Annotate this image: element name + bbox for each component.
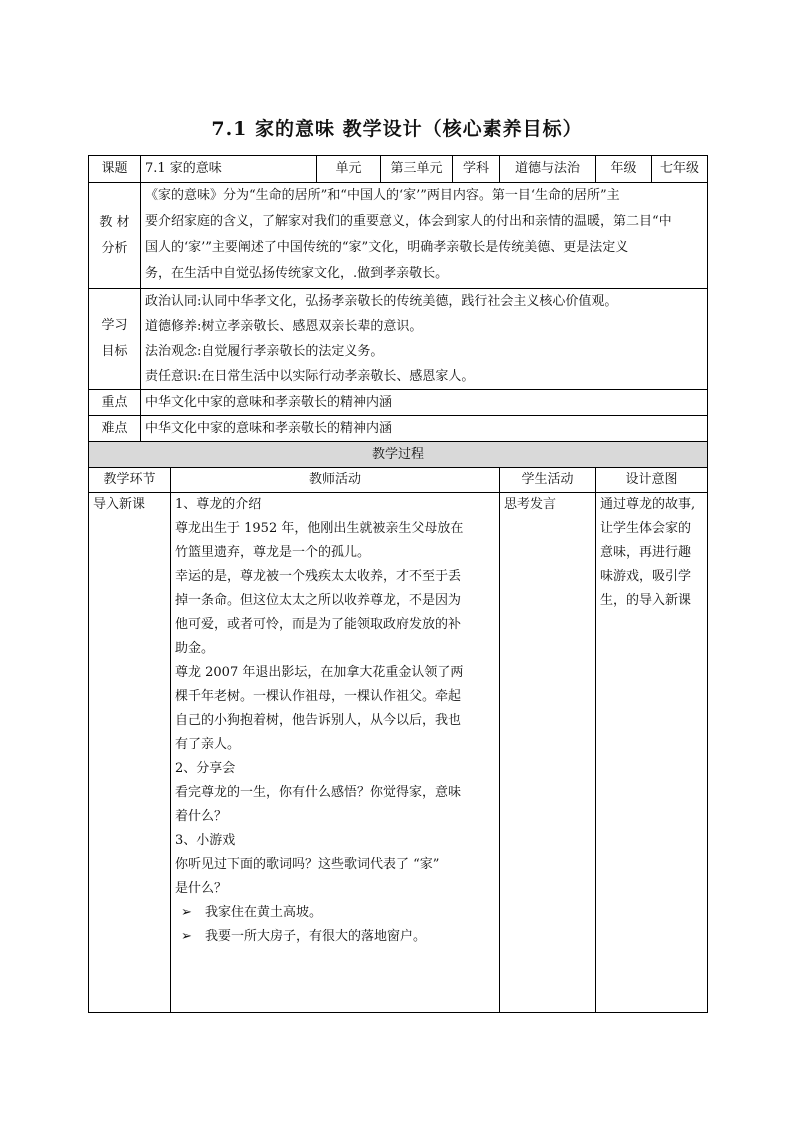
- unit-label: 单元: [317, 156, 381, 183]
- key-point-value: 中华文化中家的意味和孝亲敬长的精神内涵: [141, 390, 708, 416]
- key-point-label: 重点: [89, 390, 141, 416]
- difficulty-value: 中华文化中家的意味和孝亲敬长的精神内涵: [141, 416, 708, 442]
- arrow-bullet-icon: ➢: [181, 905, 192, 920]
- grade-value: 七年级: [652, 156, 708, 183]
- process-header: 教学过程: [89, 442, 708, 468]
- intro-stage: 导入新课: [89, 493, 171, 1013]
- header-stage: 教学环节: [89, 468, 171, 493]
- objectives-row: [89, 289, 708, 390]
- subject-label: 学科: [453, 156, 500, 183]
- unit-value: 第三单元: [381, 156, 453, 183]
- difficulty-label: 难点: [89, 416, 141, 442]
- column-header-row: [89, 468, 708, 493]
- course-label: 课题: [89, 156, 141, 183]
- analysis-content: 《家的意味》分为“生命的居所”和“中国人的‘家’”两目内容。第一目‘生命的居所”主 要介绍家庭的含义，了解家对我们的重要意义，体会到家人的付出和亲情的温暖，第二目“中 国人的‘家’”主要阐述了中国传统的“家”文化，明确孝亲敬长是传统美德、更是法定义 务，在生活中自觉弘扬传统家文化，.做到孝亲敬长。: [141, 183, 708, 289]
- analysis-row: [89, 183, 708, 289]
- key-point-row: [89, 390, 708, 416]
- difficulty-row: [89, 416, 708, 442]
- objectives-label: 学习 目标: [89, 289, 141, 390]
- process-header-row: [89, 442, 708, 468]
- grade-label: 年级: [596, 156, 652, 183]
- intro-design-intent: 通过尊龙的故事, 让学生体会家的 意味，再进行趣 味游戏，吸引学 生，的导入新课: [596, 493, 708, 1013]
- bullet-item: ➢ 我家住在黄土高坡。: [175, 901, 495, 925]
- subject-value: 道德与法治: [500, 156, 596, 183]
- header-intent: 设计意图: [596, 468, 708, 493]
- bullet-item: ➢ 我要一所大房子，有很大的落地窗户。: [175, 925, 495, 949]
- intro-teacher-activity: 1、尊龙的介绍 尊龙出生于 1952 年，他刚出生就被亲生父母放在 竹篮里遗弃，尊龙是一个的孤儿。 幸运的是，尊龙被一个残疾太太收养，才不至于丢 掉一条命。但这位太太之所以收养尊龙，不是因为 他可爱，或者可怜，而是为了能领取政府发放的补 助金。 尊龙 2007 年退出影坛，在加拿大花重金认领了两 棵千年老树。一棵认作祖母，一棵认作祖父。牵起 自己的小狗抱着树，他告诉别人，从今以后，我也 有了亲人。 2、分享会 看完尊龙的一生，你有什么感悟？你觉得家，意味 着什么？ 3、小游戏 你听见过下面的歌词吗？这些歌词代表了 “家” 是什么？ ➢ 我家住在黄土高坡。 ➢ 我要一所大房子，有很大的落地窗户。: [171, 493, 500, 1013]
- course-value: 7.1 家的意味: [141, 156, 317, 183]
- analysis-label: 教 材 分析: [89, 183, 141, 289]
- lesson-plan-table: [88, 155, 708, 1013]
- intro-row: [89, 493, 708, 1013]
- document-title: 7.1 家的意味 教学设计（核心素养目标）: [211, 118, 583, 140]
- intro-student-activity: 思考发言: [500, 493, 596, 1013]
- course-row: [89, 156, 708, 183]
- header-teacher: 教师活动: [171, 468, 500, 493]
- objectives-content: 政治认同:认同中华孝文化，弘扬孝亲敬长的传统美德，践行社会主义核心价值观。 道德修养:树立孝亲敬长、感恩双亲长辈的意识。 法治观念:自觉履行孝亲敬长的法定义务。 责任意识:在日常生活中以实际行动孝亲敬长、感恩家人。: [141, 289, 708, 390]
- header-student: 学生活动: [500, 468, 596, 493]
- arrow-bullet-icon: ➢: [181, 929, 192, 944]
